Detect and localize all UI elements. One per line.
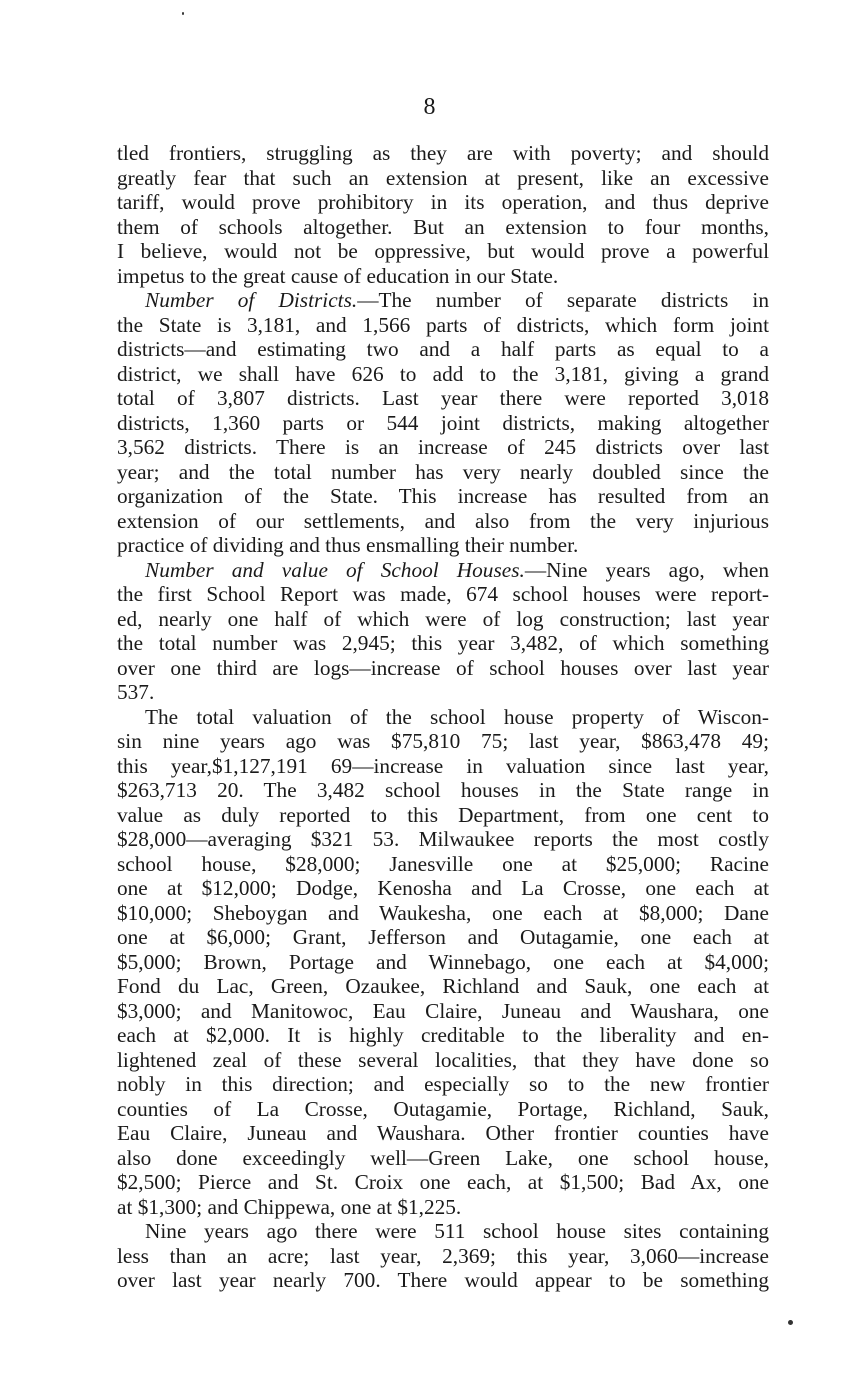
text-line: tariff, would prove prohibitory in its operation, and thus deprive bbox=[117, 190, 769, 214]
text-line: lightened zeal of these several localities, that they have done so bbox=[117, 1047, 769, 1072]
text-line-with-heading bbox=[117, 558, 769, 583]
printing-speck-top bbox=[182, 12, 184, 15]
text-line: sin nine years ago was $75,810 75; last year, $863,478 49; bbox=[117, 729, 769, 753]
text-line: $5,000; Brown, Portage and Winnebago, one each at $4,000; bbox=[117, 949, 769, 974]
text-line: over one third are logs—increase of school houses over last year bbox=[117, 655, 769, 680]
paragraph-continuation bbox=[117, 141, 769, 288]
text-line: the State is 3,181, and 1,566 parts of districts, which form joint bbox=[117, 312, 769, 337]
text-line: practice of dividing and thus ensmalling their number. bbox=[117, 533, 579, 557]
text-line: one at $12,000; Dodge, Kenosha and La Crosse, one each at bbox=[117, 876, 769, 900]
text-line: the first School Report was made, 674 school houses were report- bbox=[117, 582, 769, 606]
text-line: extension of our settlements, and also from the very injurious bbox=[117, 508, 769, 533]
text-line: Nine years ago there were 511 school house sites containing bbox=[145, 1219, 769, 1243]
text-line: $28,000—averaging $321 53. Milwaukee reports the most costly bbox=[117, 827, 769, 851]
text-line: each at $2,000. It is highly creditable to the liberality and en- bbox=[117, 1023, 769, 1047]
text-line: school house, $28,000; Janesville one at $25,000; Racine bbox=[117, 851, 769, 876]
section-heading-districts: Number of Districts. bbox=[145, 288, 358, 312]
text-line: one at $6,000; Grant, Jefferson and Outagamie, one each at bbox=[117, 925, 769, 949]
text-line: counties of La Crosse, Outagamie, Portage, Richland, Sauk, bbox=[117, 1096, 769, 1121]
paragraph-school-houses bbox=[117, 558, 769, 705]
text-line: value as duly reported to this Department, from one cent to bbox=[117, 802, 769, 827]
text-line-with-heading bbox=[117, 288, 769, 313]
text-line: $3,000; and Manitowoc, Eau Claire, Juneau and Waushara, one bbox=[117, 998, 769, 1023]
paragraph-school-house-sites bbox=[117, 1219, 769, 1293]
text-line: Eau Claire, Juneau and Waushara. Other frontier counties have bbox=[117, 1121, 769, 1145]
paragraph-valuation bbox=[117, 705, 769, 1220]
text-line: ed, nearly one half of which were of log construction; last year bbox=[117, 606, 769, 631]
text-line: impetus to the great cause of education in our State. bbox=[117, 263, 559, 288]
text-line: I believe, would not be oppressive, but would prove a powerful bbox=[117, 239, 769, 263]
body-text bbox=[117, 141, 769, 1293]
text-line: the total number was 2,945; this year 3,482, of which something bbox=[117, 631, 769, 655]
printing-speck-bottom bbox=[788, 1320, 793, 1325]
text-line: nobly in this direction; and especially so to the new frontier bbox=[117, 1072, 769, 1096]
text-line: district, we shall have 626 to add to the 3,181, giving a grand bbox=[117, 361, 769, 386]
text-line: less than an acre; last year, 2,369; this year, 3,060—increase bbox=[117, 1243, 769, 1268]
text-line: 3,562 districts. There is an increase of 245 districts over last bbox=[117, 435, 769, 459]
text-line: $263,713 20. The 3,482 school houses in the State range in bbox=[117, 778, 769, 802]
text-line: also done exceedingly well—Green Lake, one school house, bbox=[117, 1145, 769, 1170]
text-line: year; and the total number has very nearly doubled since the bbox=[117, 459, 769, 484]
text-line: over last year nearly 700. There would appear to be something bbox=[117, 1268, 769, 1292]
text-line: greatly fear that such an extension at present, like an excessive bbox=[117, 165, 769, 190]
text-line: $10,000; Sheboygan and Waukesha, one each at $8,000; Dane bbox=[117, 900, 769, 925]
text-line: districts—and estimating two and a half parts as equal to a bbox=[117, 337, 769, 361]
text-line: 537. bbox=[117, 680, 155, 704]
text-line: Fond du Lac, Green, Ozaukee, Richland and Sauk, one each at bbox=[117, 974, 769, 998]
page-number: 8 bbox=[423, 94, 436, 120]
text-line: $2,500; Pierce and St. Croix one each, at $1,500; Bad Ax, one bbox=[117, 1170, 769, 1194]
section-heading-school-houses: Number and value of School Houses. bbox=[145, 557, 525, 582]
text-line: The total valuation of the school house property of Wiscon- bbox=[145, 704, 769, 729]
text-line: organization of the State. This increase has resulted from an bbox=[117, 484, 769, 508]
paragraph-number-of-districts bbox=[117, 288, 769, 558]
text-line: total of 3,807 districts. Last year there were reported 3,018 bbox=[117, 386, 769, 410]
text-line-rest: —The number of separate districts in bbox=[357, 288, 769, 312]
text-line: at $1,300; and Chippewa, one at $1,225. bbox=[117, 1194, 462, 1219]
text-line: them of schools altogether. But an extension to four months, bbox=[117, 214, 769, 239]
text-line-rest: —Nine years ago, when bbox=[524, 557, 769, 582]
text-line: districts, 1,360 parts or 544 joint districts, making altogether bbox=[117, 410, 769, 435]
text-line: tled frontiers, struggling as they are with poverty; and should bbox=[117, 141, 769, 165]
text-line: this year,$1,127,191 69—increase in valuation since last year, bbox=[117, 753, 769, 778]
